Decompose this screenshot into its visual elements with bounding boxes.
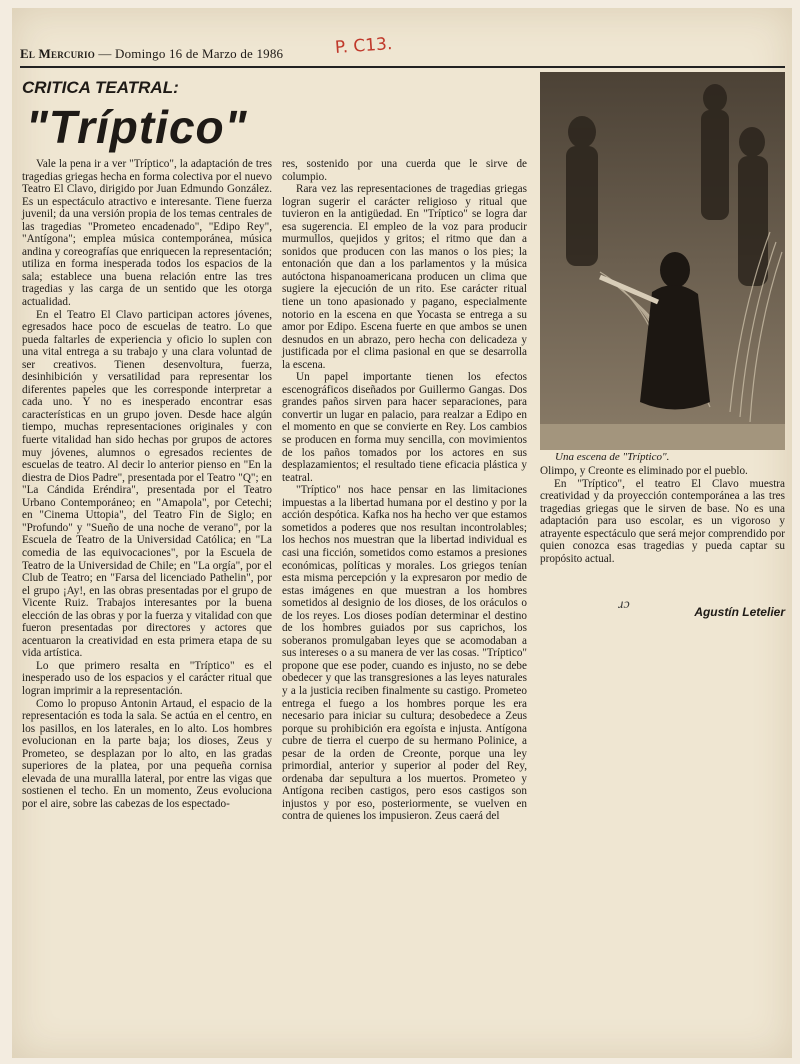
paragraph: Vale la pena ir a ver "Tríptico", la adaptación de tres tragedias griegas hecha en forma colectiva por el nuevo Teatro El Clavo, dirigido por Juan Edmundo González. Es un espectáculo atractivo e interesante. Tiene fuerza juvenil; da una versión propia de los temas centrales de las tragedias "Prometeo encadenado", "Edipo Rey", "Antígona"; emplea música contemporánea, música andina y coreografías que enriquecen la representación; utiliza en forma inesperada todos los espacios de la sala; establece una buena relación entre las tres tragedias y las carga de un sentido que les otorga actualidad. (22, 158, 272, 309)
newspaper-name: El Mercurio (20, 46, 95, 61)
photo-caption: Una escena de "Tríptico". (555, 451, 670, 463)
article-column-1 (22, 158, 272, 1053)
section-kicker: CRITICA TEATRAL: (22, 78, 179, 97)
scene-photo-graphic (540, 72, 785, 450)
paragraph: Como lo propuso Antonin Artaud, el espacio de la representación es toda la sala. Se actúa en el centro, en los pasillos, en los laterales, en lo alto. Los hombres evolucionan en la parte baja; los dioses, Zeus y Prometeo, se desplazan por lo alto, en las gradas superiores de la platea, por una pequeña cornisa elevada de una murallla lateral, por entre las vigas que sostienen el techo. En un momento, Zeus evoluciona por el aire, sobre las cabezas de los espectado- (22, 697, 272, 810)
author-signature: Agustín Letelier (694, 605, 785, 619)
article-headline: "Tríptico" (26, 101, 248, 153)
masthead-rule (20, 66, 785, 68)
masthead (20, 46, 520, 62)
paragraph: En el Teatro El Clavo participan actores jóvenes, egresados hace poco de escuelas de teatro. Lo que pueda faltarles de experiencia y oficio lo suplen con una vital entrega a su trabajo y una clara voluntad de ser creativos. Tienen desenvoltura, fuerza, desinhibición y versatilidad para representar los diferentes papeles que les corresponde interpretar a cada uno. Y no es inesperado encontrar esas características en un grupo joven. Desde hace algún tiempo, muchas representaciones originales y con fuerte vitalidad han sido hechas por grupos de actores muy jóvenes, alumnos o egresados recientes de escuelas de teatro. Al decir lo anterior pienso en "En la diestra de Dios Padre", presentada por el Teatro "Q"; en "La Cándida Eréndira", presentada por el Teatro Urbano Contemporáneo; en "Amapola", por Cetechi; en "Cinema Uttopia", del Teatro Fin de Siglo; en "Profundo" y "Sueño de una noche de verano", por la Escuela de Teatro de la Universidad Católica; en "La comedia de las equivocaciones", por la Escuela de Teatro de la Universidad de Chile; en "La orgía", por el Club de Teatro; en "Farsa del licenciado Pathelin", por el grupo ¡Ay!, en las obras presentadas por el grupo de Vicente Ruiz. Trabajos interesantes por la buena elección de las obras y por la fuerza y vitalidad con que fueron presentadas por directores y actores que acentuaron la creatividad en esta primera etapa de su vida artística. (22, 308, 272, 660)
paragraph: En "Tríptico", el teatro El Clavo muestra creatividad y da proyección contemporánea a las tres tragedias griegas que le sirven de base. No es una adaptación para uso escolar, es un vigoroso y atrayente espectáculo que será mejor comprendido por quien conozca esas tragedias y pueda captar su propósito actual. (540, 477, 785, 565)
paragraph: Un papel importante tienen los efectos escenográficos diseñados por Guillermo Gangas. Dos grandes paños sirven para hacer separaciones, para convertir un lugar en palacio, para realzar a Edipo en el momento en que se convierte en Rey. Los cambios se producen en forma muy sencilla, con movimientos de los paños tomados por los actores en sus desplazamientos; el resultado tiene eficacia plástica y teatral. (282, 371, 527, 484)
article-column-2 (282, 158, 527, 1053)
publication-date: — Domingo 16 de Marzo de 1986 (98, 46, 284, 61)
paragraph: "Tríptico" nos hace pensar en las limitaciones impuestas a la libertad humana por el destino y por la acción despótica. Kafka nos ha hecho ver que estamos sometidos a poderes que nos resultan incontrolables; los hechos nos muestran que la libertad individual es casi una ficción, sometidos como estamos a presiones económicas, políticas y morales. Los griegos tenían esta misma percepción y la expresaron por medio de estas imágenes en que muestran a los hombres sometidos al designio de los dioses, de los oráculos o de los reyes. Los dioses podían determinar el destino de los hombres guiados por sus caprichos, los soberanos promulgaban leyes que se acomodaban a sus intereses o a su manera de ver las cosas. "Tríptico" propone que ese poder, cuando es injusto, no se debe obedecer y que las transgresiones a las leyes naturales y a la justicia reciben finalmente su castigo. Prometeo entrega el fuego a los hombres porque les era necesario para iniciar su cultura; desobedece a Zeus porque su prohibición era egoísta e injusta. Antígona cubre de tierra el cuerpo de su hermano Polinice, a pesar de la orden de Creonte, porque una ley primordial, anterior y superior al poder del Rey, ordenaba dar sepultura a los muertos. Prometeo y Antígona reciben castigos, pero esos castigos son injustos y por eso, posteriormente, se vuelven en contra de quienes los impusieron. Zeus caerá del (282, 484, 527, 823)
paragraph: Lo que primero resalta en "Tríptico" es el inesperado uso de los espacios y el carácter ritual que logran imprimir a la representación. (22, 659, 272, 697)
scene-photo (540, 72, 785, 450)
paragraph: Olimpo, y Creonte es eliminado por el pueblo. (540, 465, 748, 477)
paragraph: Rara vez las representaciones de tragedias griegas logran sugerir el carácter religioso y ritual que tuvieron en la antigüedad. En "Tríptico" se logra dar esa sugerencia. El empleo de la voz para producir murmullos, quejidos y gritos; el ritmo que dan a sonidos que producen con las manos o los pies; la entonación que dan a los parlamentos y la música autóctona hispanoamericana producen un clima que sugiere la ejecución de un rito. Ese carácter ritual tiene un tono apasionado y pagano, especialmente notorio en la escena en que Yocasta se entrega a su amor por Edipo. Escena fuerte en que ambos se unen desnudos en un abrazo, pero hecha con delicadeza y justificada por el clima pasional en que se desarrolla la escena. (282, 183, 527, 371)
paragraph: res, sostenido por una cuerda que le sirve de columpio. (282, 158, 527, 183)
handwritten-page-note: P. C13. (334, 34, 393, 58)
handwritten-initials: ɹɔ (618, 597, 630, 612)
